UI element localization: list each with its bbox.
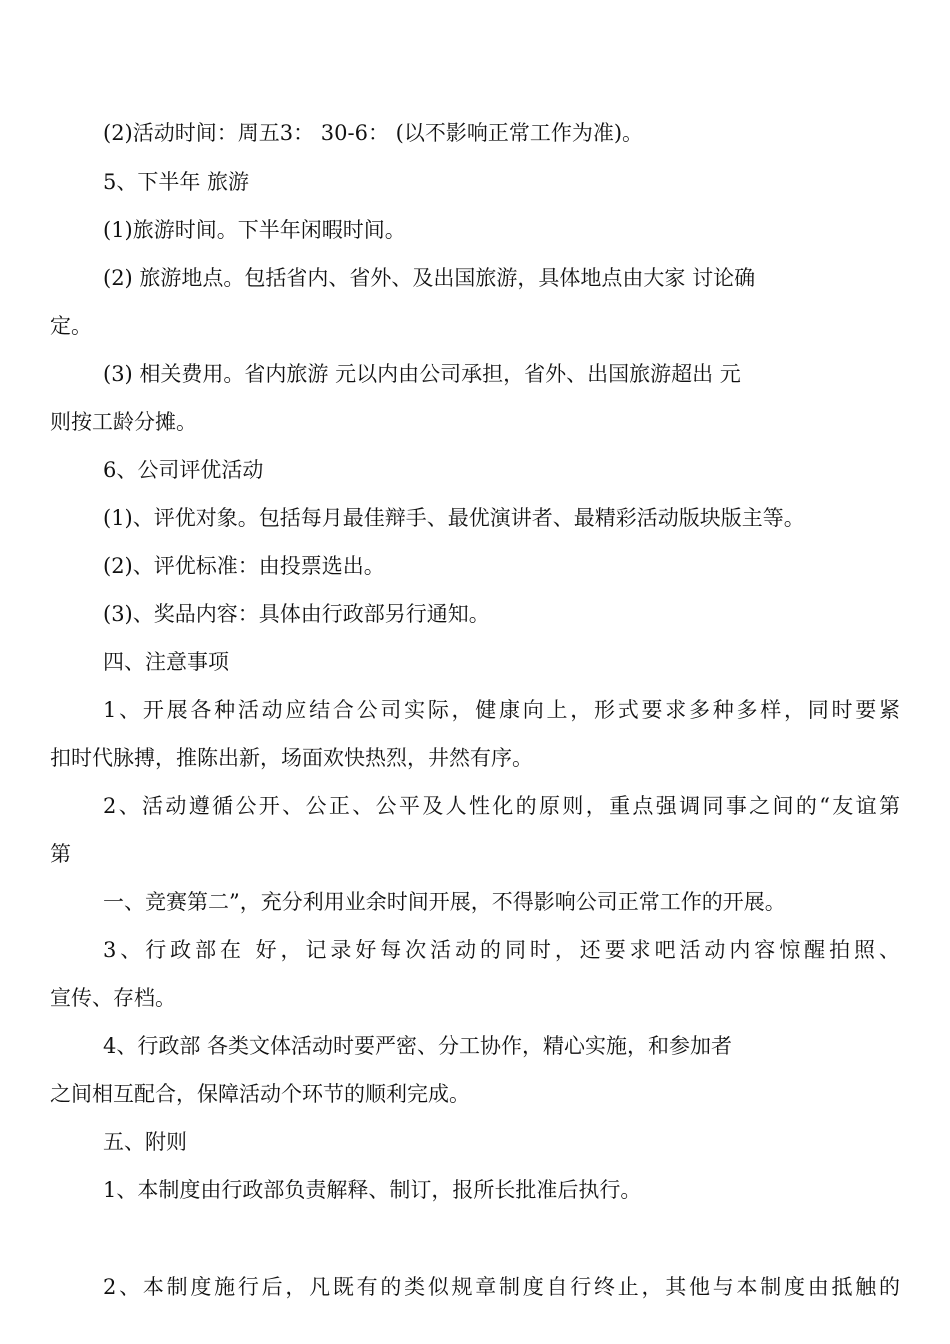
text-line: 3、行政部在 好，记录好每次活动的同时，还要求吧活动内容惊醒拍照、 [103, 938, 900, 962]
text-line: (2)、评优标准：由投票选出。 [103, 554, 385, 578]
section-heading: 四、注意事项 [103, 650, 229, 674]
text-line: (2)活动时间：周五3： 30-6： (以不影响正常工作为准)。 [103, 121, 644, 145]
text-line: 扣时代脉搏，推陈出新，场面欢快热烈，井然有序。 [50, 746, 533, 770]
text-line: 1、本制度由行政部负责解释、制订，报所长批准后执行。 [103, 1178, 642, 1202]
text-line: (1)、评优对象。包括每月最佳辩手、最优演讲者、最精彩活动版块版主等。 [103, 506, 805, 530]
text-line: 定。 [50, 314, 92, 338]
text-line: 第 [50, 842, 71, 866]
text-line: 则按工龄分摊。 [50, 410, 197, 434]
text-line: (3) 相关费用。省内旅游 元以内由公司承担，省外、出国旅游超出 元 [103, 362, 741, 386]
section-heading: 五、附则 [103, 1130, 187, 1154]
section-heading: 6、公司评优活动 [103, 458, 264, 482]
text-line: (1)旅游时间。下半年闲暇时间。 [103, 218, 406, 242]
text-line: 1、开展各种活动应结合公司实际，健康向上，形式要求多种多样，同时要紧 [103, 698, 900, 722]
text-line: 2、活动遵循公开、公正、公平及人性化的原则，重点强调同事之间的“友谊第 [103, 794, 900, 818]
text-line: 2、本制度施行后，凡既有的类似规章制度自行终止，其他与本制度由抵触的 [103, 1275, 900, 1299]
text-line: (2) 旅游地点。包括省内、省外、及出国旅游，具体地点由大家 讨论确 [103, 266, 756, 290]
text-line: 之间相互配合，保障活动个环节的顺利完成。 [50, 1082, 470, 1106]
text-line: 一、竞赛第二”，充分利用业余时间开展，不得影响公司正常工作的开展。 [103, 890, 786, 914]
section-heading: 5、下半年 旅游 [103, 170, 250, 194]
text-line: (3)、奖品内容：具体由行政部另行通知。 [103, 602, 490, 626]
text-line: 宣传、存档。 [50, 986, 176, 1010]
text-line: 4、行政部 各类文体活动时要严密、分工协作，精心实施，和参加者 [103, 1034, 733, 1058]
